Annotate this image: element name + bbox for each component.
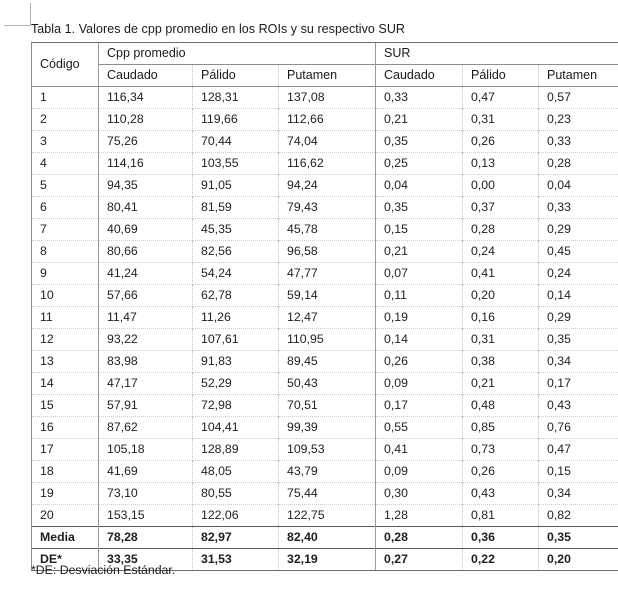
cell-value: 0,38 <box>463 351 539 373</box>
table-row <box>32 483 618 505</box>
cell-value: 0,33 <box>376 87 463 109</box>
cell-value: 0,20 <box>463 285 539 307</box>
cell-value: 62,78 <box>193 285 279 307</box>
cell-value: 83,98 <box>99 351 193 373</box>
cell-value: 122,06 <box>193 505 279 527</box>
cell-summary-value: 82,97 <box>193 527 279 549</box>
cell-codigo: 16 <box>32 417 99 439</box>
cell-value: 0,55 <box>376 417 463 439</box>
cell-value: 0,34 <box>539 351 618 373</box>
header-cpp-palido: Pálido <box>193 65 279 87</box>
table-summary-row <box>32 527 618 549</box>
cell-summary-value: 82,40 <box>279 527 376 549</box>
cell-summary-value: 0,28 <box>376 527 463 549</box>
cell-summary-value: 0,22 <box>463 549 539 571</box>
cell-value: 0,28 <box>463 219 539 241</box>
table-row <box>32 263 618 285</box>
cell-value: 0,30 <box>376 483 463 505</box>
cell-value: 119,66 <box>193 109 279 131</box>
table-row <box>32 373 618 395</box>
cell-value: 72,98 <box>193 395 279 417</box>
cell-value: 0,29 <box>539 219 618 241</box>
cell-codigo: 17 <box>32 439 99 461</box>
cell-summary-value: 0,35 <box>539 527 618 549</box>
cell-value: 41,24 <box>99 263 193 285</box>
table-row <box>32 197 618 219</box>
table-row <box>32 439 618 461</box>
table-row <box>32 417 618 439</box>
cell-summary-value: 0,27 <box>376 549 463 571</box>
cell-value: 128,89 <box>193 439 279 461</box>
header-group-row <box>32 43 618 65</box>
cell-value: 11,26 <box>193 307 279 329</box>
cell-value: 0,04 <box>539 175 618 197</box>
cell-value: 0,33 <box>539 197 618 219</box>
cell-value: 70,44 <box>193 131 279 153</box>
header-sur-palido: Pálido <box>463 65 539 87</box>
cell-value: 0,14 <box>376 329 463 351</box>
cell-value: 0,24 <box>539 263 618 285</box>
table-row <box>32 153 618 175</box>
cell-value: 0,35 <box>376 197 463 219</box>
cell-value: 0,15 <box>539 461 618 483</box>
cell-codigo: 3 <box>32 131 99 153</box>
cell-value: 137,08 <box>279 87 376 109</box>
header-group-cpp: Cpp promedio <box>99 43 376 65</box>
cell-value: 12,47 <box>279 307 376 329</box>
table-row <box>32 461 618 483</box>
cell-value: 116,34 <box>99 87 193 109</box>
cell-value: 0,81 <box>463 505 539 527</box>
cell-value: 59,14 <box>279 285 376 307</box>
cell-summary-value: 32,19 <box>279 549 376 571</box>
cell-value: 82,56 <box>193 241 279 263</box>
cell-value: 0,21 <box>463 373 539 395</box>
cell-value: 0,24 <box>463 241 539 263</box>
table-row <box>32 175 618 197</box>
cell-value: 57,91 <box>99 395 193 417</box>
cell-value: 0,41 <box>463 263 539 285</box>
cell-codigo: 20 <box>32 505 99 527</box>
cell-value: 0,43 <box>463 483 539 505</box>
cell-value: 0,17 <box>539 373 618 395</box>
table-row <box>32 329 618 351</box>
table-row <box>32 87 618 109</box>
cell-codigo: 19 <box>32 483 99 505</box>
cell-value: 0,47 <box>539 439 618 461</box>
table-row <box>32 109 618 131</box>
cell-value: 80,41 <box>99 197 193 219</box>
cell-codigo: 14 <box>32 373 99 395</box>
cell-value: 57,66 <box>99 285 193 307</box>
cell-value: 0,21 <box>376 109 463 131</box>
cell-value: 105,18 <box>99 439 193 461</box>
table-body <box>32 87 618 571</box>
cell-summary-label: DE* <box>32 549 99 571</box>
cell-value: 0,17 <box>376 395 463 417</box>
table-caption: Tabla 1. Valores de cpp promedio en los ROIs y su respectivo SUR <box>31 22 405 36</box>
cell-value: 109,53 <box>279 439 376 461</box>
cell-value: 103,55 <box>193 153 279 175</box>
cell-value: 0,57 <box>539 87 618 109</box>
cell-value: 122,75 <box>279 505 376 527</box>
cell-value: 0,11 <box>376 285 463 307</box>
cell-codigo: 8 <box>32 241 99 263</box>
table-row <box>32 505 618 527</box>
table-row <box>32 395 618 417</box>
cell-value: 1,28 <box>376 505 463 527</box>
cell-value: 0,26 <box>463 461 539 483</box>
cell-value: 0,13 <box>463 153 539 175</box>
table-container <box>31 42 618 571</box>
table-row <box>32 131 618 153</box>
page-crop-mark <box>4 3 31 26</box>
cell-value: 0,45 <box>539 241 618 263</box>
header-codigo: Código <box>32 43 99 87</box>
cell-value: 0,23 <box>539 109 618 131</box>
cell-value: 99,39 <box>279 417 376 439</box>
cell-value: 112,66 <box>279 109 376 131</box>
cell-value: 110,28 <box>99 109 193 131</box>
table-footnote: *DE: Desviación Estándar. <box>31 563 176 577</box>
cell-value: 0,21 <box>376 241 463 263</box>
cell-value: 0,31 <box>463 329 539 351</box>
cell-value: 80,55 <box>193 483 279 505</box>
cell-codigo: 11 <box>32 307 99 329</box>
table-row <box>32 241 618 263</box>
cell-value: 50,43 <box>279 373 376 395</box>
cell-value: 80,66 <box>99 241 193 263</box>
cell-value: 0,37 <box>463 197 539 219</box>
cell-summary-label: Media <box>32 527 99 549</box>
cell-value: 0,29 <box>539 307 618 329</box>
cell-value: 0,47 <box>463 87 539 109</box>
cell-value: 70,51 <box>279 395 376 417</box>
cell-value: 89,45 <box>279 351 376 373</box>
cell-summary-value: 78,28 <box>99 527 193 549</box>
table-row <box>32 219 618 241</box>
cell-summary-value: 31,53 <box>193 549 279 571</box>
cell-value: 0,19 <box>376 307 463 329</box>
cell-codigo: 9 <box>32 263 99 285</box>
cell-value: 0,26 <box>463 131 539 153</box>
cell-value: 0,14 <box>539 285 618 307</box>
cell-value: 79,43 <box>279 197 376 219</box>
cell-value: 0,43 <box>539 395 618 417</box>
cell-value: 0,07 <box>376 263 463 285</box>
cell-value: 0,35 <box>539 329 618 351</box>
cell-value: 74,04 <box>279 131 376 153</box>
cell-codigo: 2 <box>32 109 99 131</box>
cell-codigo: 7 <box>32 219 99 241</box>
cell-value: 93,22 <box>99 329 193 351</box>
cell-value: 91,83 <box>193 351 279 373</box>
cell-codigo: 18 <box>32 461 99 483</box>
cell-value: 0,33 <box>539 131 618 153</box>
cell-value: 0,04 <box>376 175 463 197</box>
header-sur-caudado: Caudado <box>376 65 463 87</box>
cell-value: 104,41 <box>193 417 279 439</box>
cell-value: 43,79 <box>279 461 376 483</box>
cell-value: 0,09 <box>376 373 463 395</box>
cell-value: 11,47 <box>99 307 193 329</box>
cell-value: 0,85 <box>463 417 539 439</box>
cell-codigo: 4 <box>32 153 99 175</box>
cell-value: 0,48 <box>463 395 539 417</box>
cell-value: 116,62 <box>279 153 376 175</box>
table-row <box>32 307 618 329</box>
cell-value: 128,31 <box>193 87 279 109</box>
cell-value: 0,41 <box>376 439 463 461</box>
cell-value: 54,24 <box>193 263 279 285</box>
cell-value: 81,59 <box>193 197 279 219</box>
table-row <box>32 351 618 373</box>
cell-codigo: 5 <box>32 175 99 197</box>
cell-value: 0,76 <box>539 417 618 439</box>
cell-summary-value: 0,36 <box>463 527 539 549</box>
cell-value: 47,77 <box>279 263 376 285</box>
cell-value: 91,05 <box>193 175 279 197</box>
cell-value: 41,69 <box>99 461 193 483</box>
cell-value: 0,28 <box>539 153 618 175</box>
cell-value: 0,00 <box>463 175 539 197</box>
cell-value: 114,16 <box>99 153 193 175</box>
cell-value: 40,69 <box>99 219 193 241</box>
cell-codigo: 12 <box>32 329 99 351</box>
results-table <box>31 42 618 571</box>
cell-value: 73,10 <box>99 483 193 505</box>
cell-value: 75,44 <box>279 483 376 505</box>
cell-value: 47,17 <box>99 373 193 395</box>
header-group-sur: SUR <box>376 43 618 65</box>
cell-value: 107,61 <box>193 329 279 351</box>
cell-value: 0,35 <box>376 131 463 153</box>
cell-value: 52,29 <box>193 373 279 395</box>
cell-value: 94,35 <box>99 175 193 197</box>
cell-value: 96,58 <box>279 241 376 263</box>
cell-value: 0,15 <box>376 219 463 241</box>
header-cpp-caudado: Caudado <box>99 65 193 87</box>
cell-value: 0,82 <box>539 505 618 527</box>
cell-value: 0,26 <box>376 351 463 373</box>
table-head <box>32 43 618 87</box>
cell-value: 0,16 <box>463 307 539 329</box>
cell-value: 87,62 <box>99 417 193 439</box>
cell-value: 0,34 <box>539 483 618 505</box>
header-sub-row <box>32 65 618 87</box>
cell-value: 45,78 <box>279 219 376 241</box>
cell-value: 0,73 <box>463 439 539 461</box>
cell-value: 0,31 <box>463 109 539 131</box>
cell-codigo: 15 <box>32 395 99 417</box>
cell-value: 153,15 <box>99 505 193 527</box>
table-row <box>32 285 618 307</box>
cell-codigo: 13 <box>32 351 99 373</box>
cell-value: 0,25 <box>376 153 463 175</box>
cell-value: 45,35 <box>193 219 279 241</box>
cell-value: 75,26 <box>99 131 193 153</box>
cell-codigo: 1 <box>32 87 99 109</box>
cell-summary-value: 33,35 <box>99 549 193 571</box>
cell-summary-value: 0,20 <box>539 549 618 571</box>
cell-codigo: 10 <box>32 285 99 307</box>
cell-value: 110,95 <box>279 329 376 351</box>
header-cpp-putamen: Putamen <box>279 65 376 87</box>
cell-value: 0,09 <box>376 461 463 483</box>
cell-value: 48,05 <box>193 461 279 483</box>
cell-value: 94,24 <box>279 175 376 197</box>
cell-codigo: 6 <box>32 197 99 219</box>
header-sur-putamen: Putamen <box>539 65 618 87</box>
